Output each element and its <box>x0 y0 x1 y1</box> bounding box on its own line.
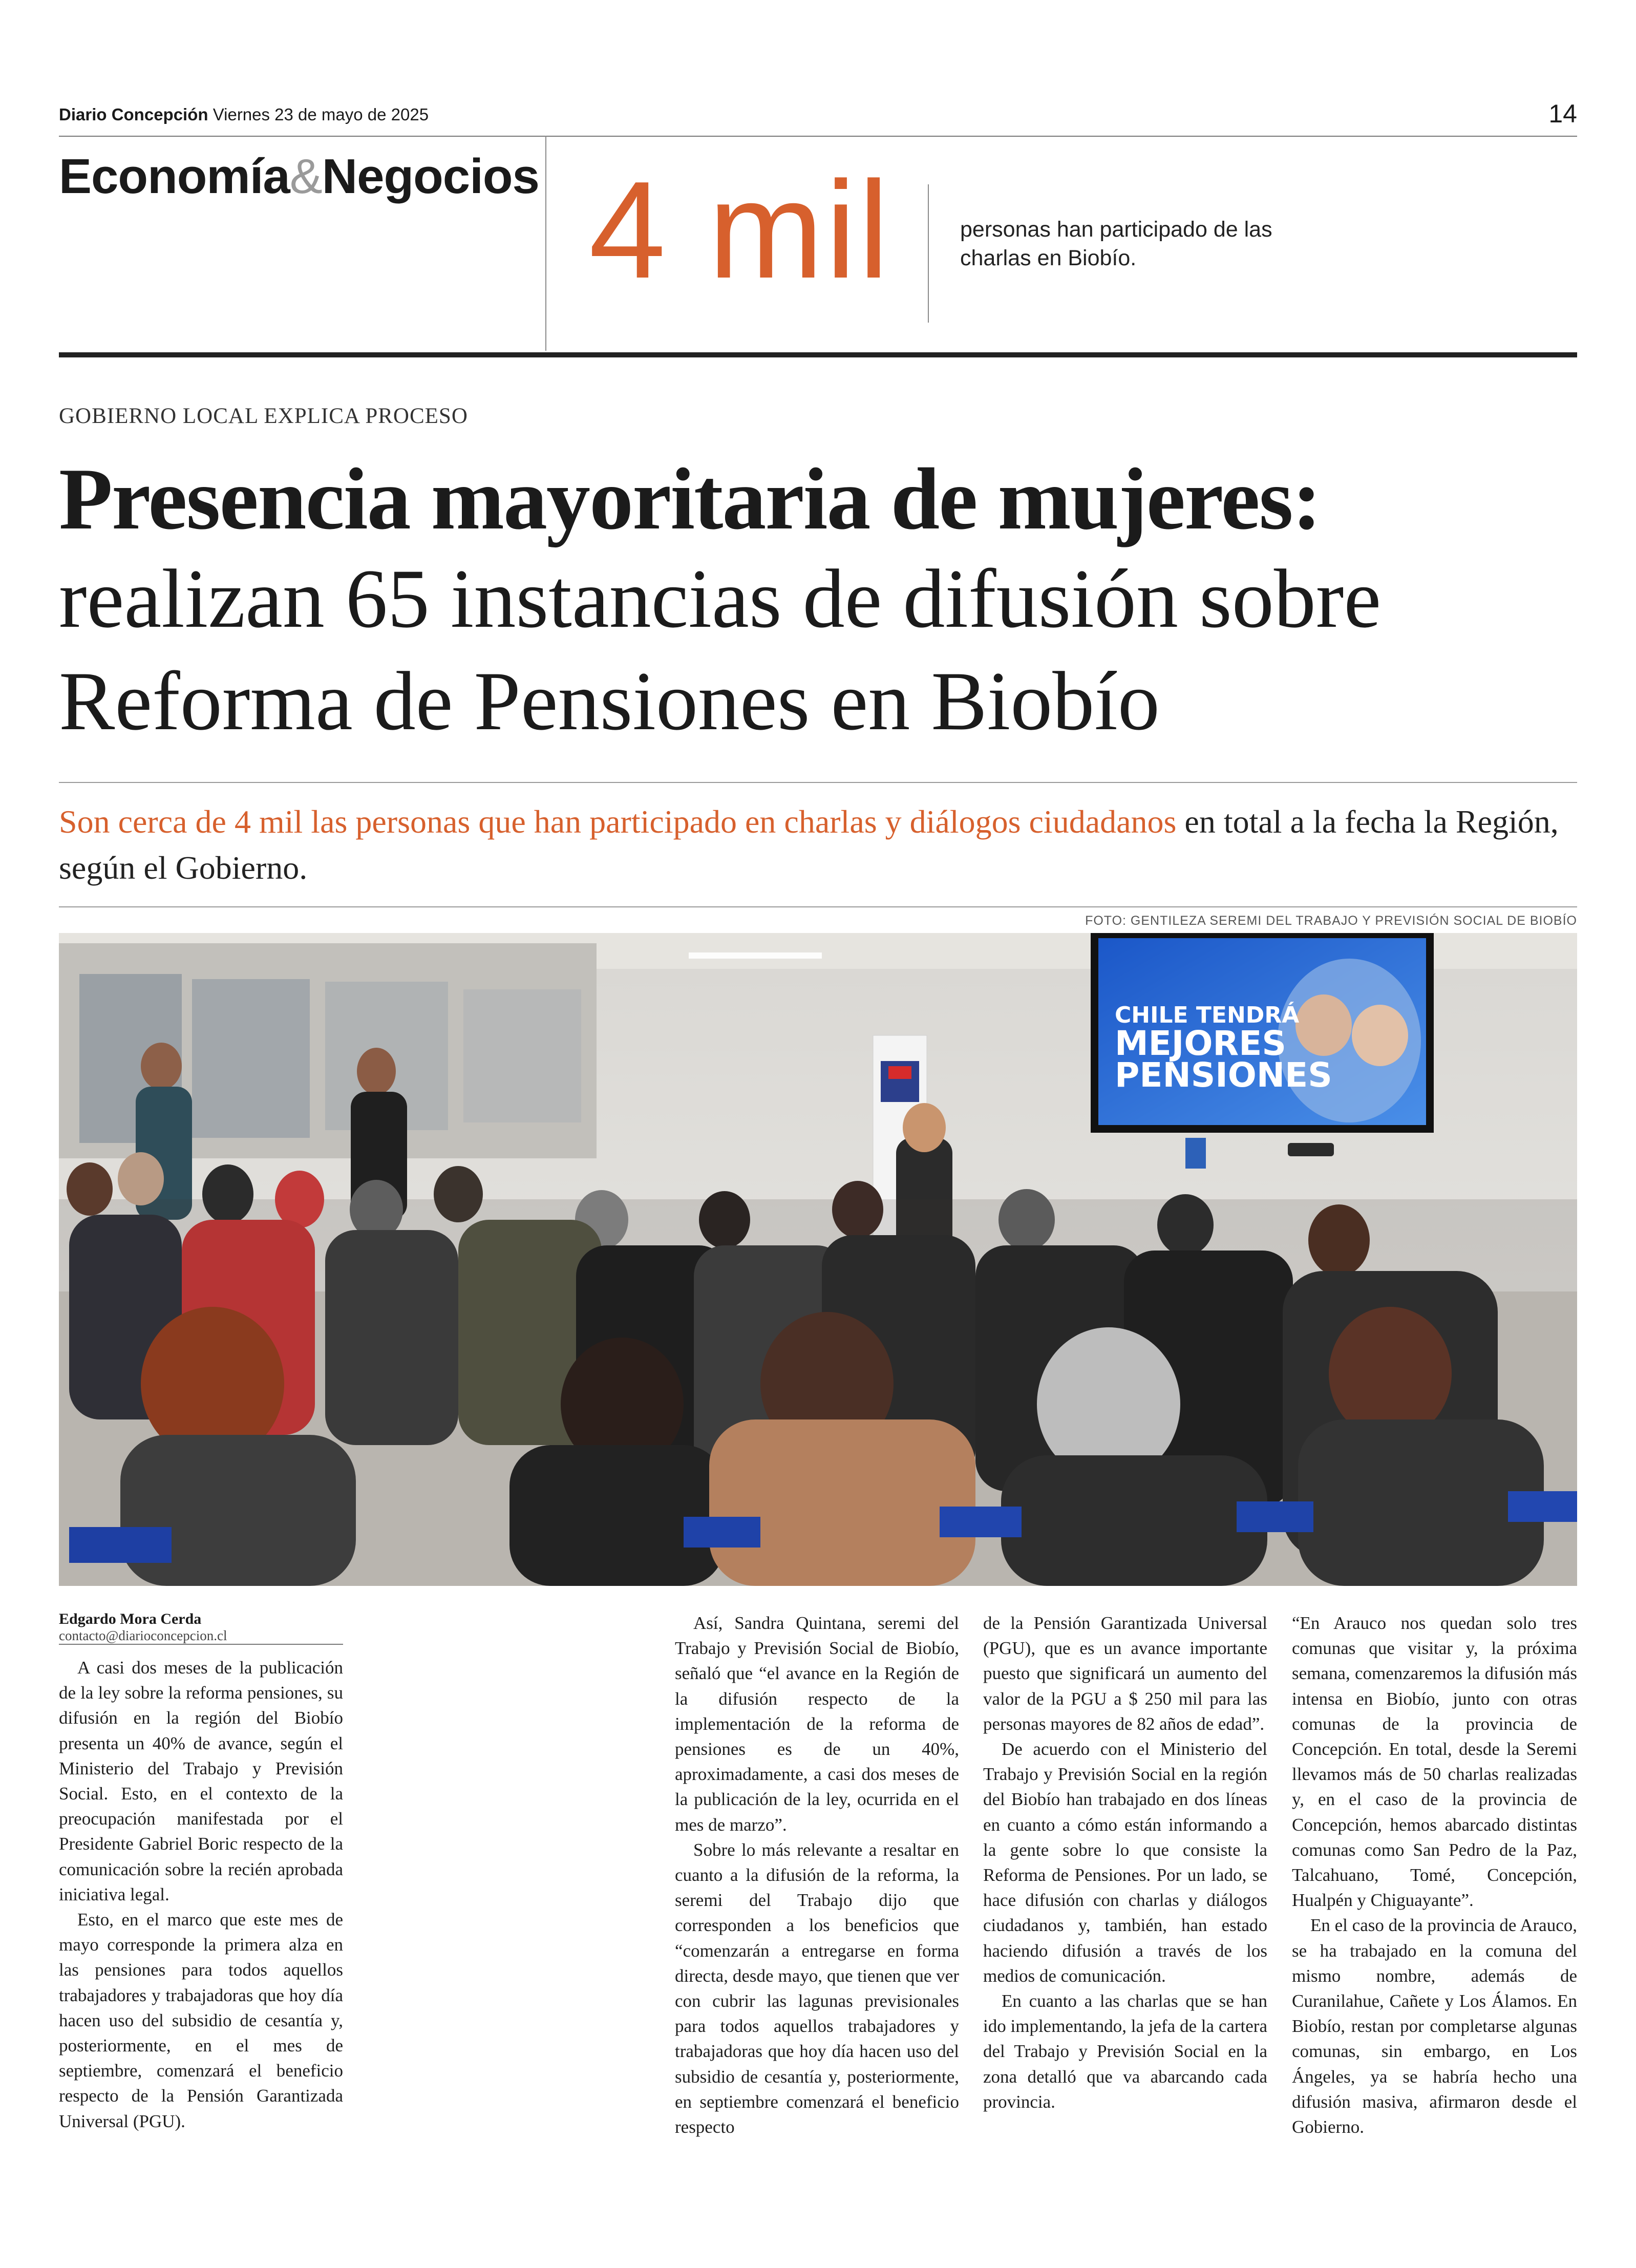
page-number: 14 <box>1548 99 1577 128</box>
tv-line-3: PENSIONES <box>1115 1055 1332 1095</box>
paragraph: En el caso de la provincia de Arauco, se ha trabajado en la comuna del mismo nombre, además de Curanilahue, Cañete y Los Álamos. En Biobío, restan por completarse algunas comunas, sin embargo, en Los Ángeles, ya se habría hecho una difusión masiva, afirmaron desde el Gobierno. <box>1292 1915 1577 2137</box>
highlight-divider <box>928 184 929 323</box>
column-2 <box>675 1610 959 2139</box>
paragraph: A casi dos meses de la publicación de la ley sobre la reforma pensiones, su difusión en la región del Biobío presenta un 40% de avance, según el Ministerio del Trabajo y Previsión Social. Esto, en el contexto de la preocupación manifestada por el Presidente Gabriel Boric respecto de la comunicación sobre la recién aprobada iniciativa legal. <box>59 1658 343 1904</box>
section-title-right: Negocios <box>322 149 539 204</box>
paragraph: de la Pensión Garantizada Universal (PGU), que es un avance importante puesto que significará un aumento del valor de la PGU a $ 250 mil para las personas mayores de 82 años de edad”. <box>983 1613 1267 1734</box>
byline <box>59 1610 343 1644</box>
photo-credit: FOTO: GENTILEZA SEREMI DEL TRABAJO Y PREVISIÓN SOCIAL DE BIOBÍO <box>1085 914 1577 928</box>
headline-rest: realizan 65 instancias de difusión sobre Reforma de Pensiones en Biobío <box>59 553 1382 748</box>
newspaper-name: Diario Concepción <box>59 105 208 124</box>
article-photo <box>59 933 1577 1586</box>
paragraph: Así, Sandra Quintana, seremi del Trabajo y Previsión Social de Biobío, señaló que “el avance en la Región de la difusión respecto de la implementación de la reforma de pensiones es de un 40%, aproximadamente, a casi dos meses de la publicación de la ley, ocurrida en el mes de marzo”. <box>675 1613 959 1835</box>
kicker: GOBIERNO LOCAL EXPLICA PROCESO <box>59 404 468 428</box>
header-divider <box>545 136 546 351</box>
highlight-caption: personas han participado de las charlas en Biobío. <box>960 217 1272 270</box>
paragraph: De acuerdo con el Ministerio del Trabajo y Previsión Social en la región del Biobío han trabajado en dos líneas en cuanto a cómo están informando a la gente sobre lo que consiste la Reforma de Pensiones. Por un lado, se hace difusión con charlas y diálogos ciudadanos y, también, han estado haciendo difusión a través de los medios de comunicación. <box>983 1739 1267 1986</box>
highlight-number: 4 mil <box>589 153 891 307</box>
audience <box>59 1152 1577 1586</box>
column-4 <box>1292 1610 1577 2139</box>
paragraph: En cuanto a las charlas que se han ido implementando, la jefa de la cartera del Trabajo y Previsión Social en la zona detalló que va abarcando cada provincia. <box>983 1991 1267 2112</box>
section-title-left: Economía <box>59 149 290 204</box>
issue-date: Viernes 23 de mayo de 2025 <box>213 105 429 124</box>
tv-screen <box>1091 933 1434 1133</box>
headline-rule <box>59 782 1577 783</box>
section-title <box>59 149 539 205</box>
section-ampersand: & <box>289 149 322 204</box>
paragraph: Sobre lo más relevante a resaltar en cuanto a la difusión de la reforma, la seremi del Trabajo dijo que corresponden a los beneficios que “comenzarán a entregarse en forma directa, desde mayo, que tienen que ver con cubrir las lagunas previsionales para todos aquellos trabajadores y trabajadoras que hoy día hacen uso del subsidio de cesantía y, posteriormente, en septiembre comenzará el beneficio respecto <box>675 1839 959 2137</box>
paragraph: Esto, en el marco que este mes de mayo corresponde la primera alza en las pensiones para todos aquellos trabajadores y trabajadoras que hoy día hacen uso del subsidio de cesantía y, posteriormente, en el mes de septiembre, comenzará el beneficio respecto de la Pensión Garantizada Universal (PGU). <box>59 1910 343 2131</box>
dek-rest: en total a la fecha la Región, según el Gobierno. <box>59 803 1559 886</box>
header-thick-rule <box>59 352 1577 357</box>
top-rule <box>59 136 1577 137</box>
photo-illustration <box>59 933 1577 1586</box>
column-3 <box>983 1610 1267 2114</box>
column-1 <box>59 1655 343 2134</box>
author-name: Edgardo Mora Cerda <box>59 1610 202 1627</box>
dek-rule <box>59 906 1577 907</box>
dek <box>59 799 1580 891</box>
author-email[interactable]: contacto@diarioconcepcion.cl <box>59 1628 227 1643</box>
running-head <box>59 99 1577 136</box>
headline-bold: Presencia mayoritaria de mujeres: <box>59 451 1321 548</box>
dek-highlight: Son cerca de 4 mil las personas que han participado en charlas y diálogos ciudadanos <box>59 803 1177 840</box>
byline-rule <box>59 1644 343 1645</box>
paragraph: “En Arauco nos quedan solo tres comunas que visitar y, la próxima semana, comenzaremos la difusión más intensa en Biobío, junto con otras comunas de la provincia de Concepción. En total, desde la Seremi llevamos más de 50 charlas realizadas y, en el caso de la provincia de Concepción, hemos abarcado distintas comunas como San Pedro de la Paz, Talcahuano, Tomé, Concepción, Hualpén y Chiguayante”. <box>1292 1613 1577 1911</box>
tv-line-1: CHILE TENDRÁ <box>1115 1002 1300 1028</box>
tv-line-2: MEJORES <box>1115 1024 1286 1063</box>
